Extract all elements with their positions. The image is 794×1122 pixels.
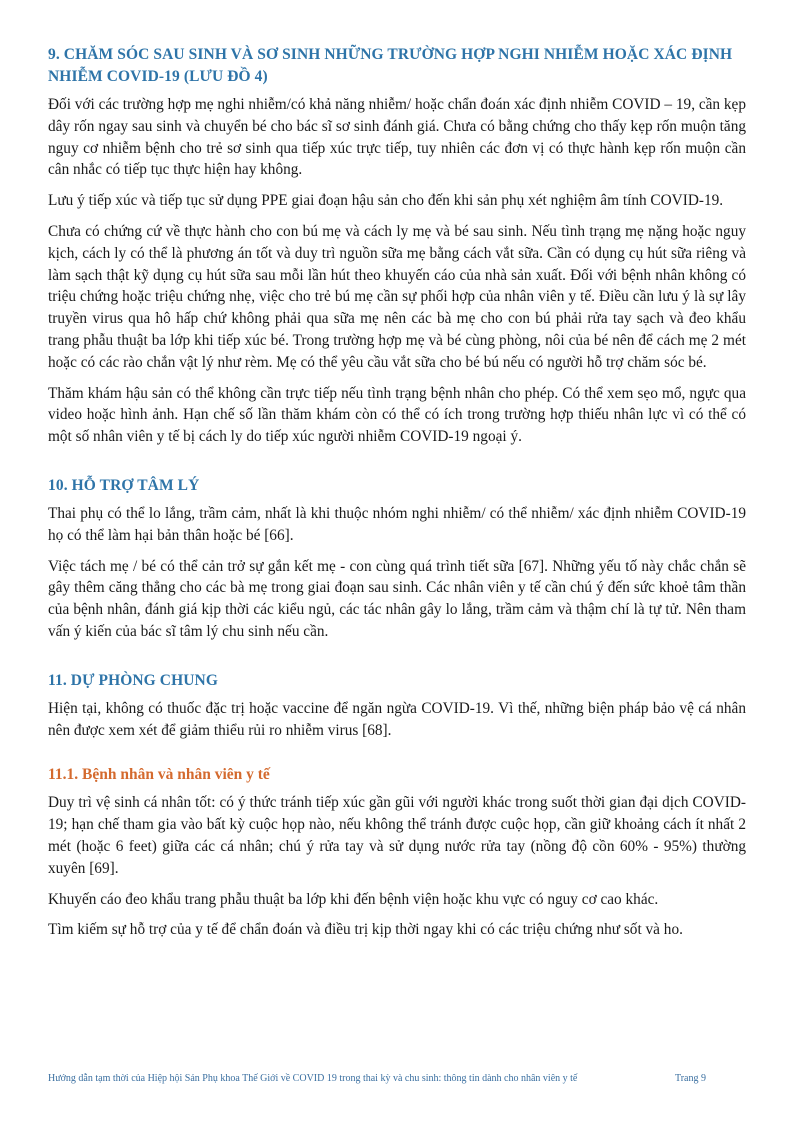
section-9-paragraph: Lưu ý tiếp xúc và tiếp tục sử dụng PPE giai đoạn hậu sản cho đến khi sản phụ xét nghiệm âm tính COVID-19.: [48, 192, 724, 210]
page-footer: [48, 1073, 746, 1084]
page-number: Trang 9: [674, 1073, 706, 1084]
footer-text: Hướng dẫn tạm thời của Hiệp hội Sản Phụ khoa Thế Giới về COVID 19 trong thai kỳ và chu sinh: thông tin dành cho nhân viên y tế: [48, 1073, 578, 1084]
page-content: [48, 44, 746, 950]
section-9-paragraph: Chưa có chứng cứ về thực hành cho con bú mẹ và cách ly mẹ và bé sau sinh. Nếu tình trạng mẹ nặng hoặc nguy kịch, cách ly có thể là phương án tốt và duy trì nguồn sữa mẹ bằng cách vắt sữa. Cần có dụng cụ hút sữa riêng và làm sạch thật kỹ dụng cụ hút sữa sau mỗi lần hút theo khuyến cáo của nhà sản xuất. Đối với bệnh nhân không có triệu chứng hoặc triệu chứng nhẹ, việc cho trẻ bú mẹ cần sự phối hợp của nhân viên y tế. Điều cần lưu ý là sự lây truyền virus qua hô hấp chứ không phải qua sữa mẹ nên các bà mẹ cho con bú phải rửa tay sạch và đeo khẩu trang phẫu thuật ba lớp khi tiếp xúc bé. Trong trường hợp mẹ và bé cùng phòng, nôi của bé nên để cách mẹ 2 mét hoặc có các rào chắn vật lý như rèm. Mẹ có thể yêu cầu vắt sữa cho bé bú nếu có người hỗ trợ chăm sóc bé.: [48, 222, 746, 371]
section-9-paragraph: Thăm khám hậu sản có thể không cần trực tiếp nếu tình trạng bệnh nhân cho phép. Có thể xem sẹo mổ, ngực qua video hoặc hình ảnh. Hạn chế số lần thăm khám còn có thể có ích trong trường hợp thiếu nhân lực vì có thể có một số nhân viên y tế bị cách ly do tiếp xúc người nhiễm COVID-19 ngoại ý.: [48, 384, 746, 446]
section-11-paragraph: Hiện tại, không có thuốc đặc trị hoặc vaccine để ngăn ngừa COVID-19. Vì thế, những biện pháp bảo vệ cá nhân nên được xem xét để giảm thiểu rủi ro nhiễm virus [68].: [48, 699, 746, 739]
section-11-1-paragraph: Duy trì vệ sinh cá nhân tốt: có ý thức tránh tiếp xúc gần gũi với người khác trong suốt thời gian đại dịch COVID-19; hạn chế tham gia vào bất kỳ cuộc họp nào, nếu không thể tránh được cuộc họp, cần giữ khoảng cách ít nhất 2 mét (hoặc 6 feet) giữa các cá nhân; chú ý rửa tay và sử dụng nước rửa tay (nồng độ cồn 60% - 95%) thường xuyên [69].: [48, 794, 746, 877]
section-11-heading: 11. DỰ PHÒNG CHUNG: [48, 671, 218, 689]
section-11-1-paragraph: Khuyến cáo đeo khẩu trang phẫu thuật ba lớp khi đến bệnh viện hoặc khu vực có nguy cơ cao khác.: [48, 890, 659, 908]
section-9-paragraph: Đối với các trường hợp mẹ nghi nhiễm/có khả năng nhiễm/ hoặc chẩn đoán xác định nhiễm COVID – 19, cần kẹp dây rốn ngay sau sinh và chuyển bé cho bác sĩ sơ sinh đánh giá. Chưa có bằng chứng cho thấy kẹp rốn muộn tăng nguy cơ nhiễm bệnh cho trẻ sơ sinh qua tiếp xúc trực tiếp, tuy nhiên các đơn vị có thực hành kẹp rốn muộn cần cân nhắc có tiếp tục thực hiện hay không.: [48, 96, 746, 179]
section-10-heading: 10. HỖ TRỢ TÂM LÝ: [48, 476, 200, 494]
section-10-paragraph: Thai phụ có thể lo lắng, trầm cảm, nhất là khi thuộc nhóm nghi nhiễm/ có thể nhiễm/ xác định nhiễm COVID-19 họ có thể làm hại bản thân hoặc bé [66].: [48, 504, 746, 544]
section-9-heading: 9. CHĂM SÓC SAU SINH VÀ SƠ SINH NHỮNG TRƯỜNG HỢP NGHI NHIỄM HOẶC XÁC ĐỊNH NHIỄM COVID-19 (LƯU ĐỒ 4): [48, 46, 733, 85]
section-10-paragraph: Việc tách mẹ / bé có thể cản trở sự gắn kết mẹ - con cùng quá trình tiết sữa [67]. Những yếu tố này chắc chắn sẽ gây thêm căng thẳng cho các bà mẹ trong giai đoạn sau sinh. Các nhân viên y tế cần chú ý đến sức khoẻ tâm thần của bệnh nhân, đánh giá kịp thời các kiểu ngủ, các tác nhân gây lo lắng, trầm cảm và thậm chí là tự tử. Nên tham vấn ý kiến của bác sĩ tâm lý chu sinh nếu cần.: [48, 557, 746, 640]
section-11-1-heading: 11.1. Bệnh nhân và nhân viên y tế: [48, 766, 270, 784]
section-11-1-paragraph: Tìm kiếm sự hỗ trợ của y tế để chẩn đoán và điều trị kịp thời ngay khi có các triệu chứng như sốt và ho.: [48, 921, 683, 939]
